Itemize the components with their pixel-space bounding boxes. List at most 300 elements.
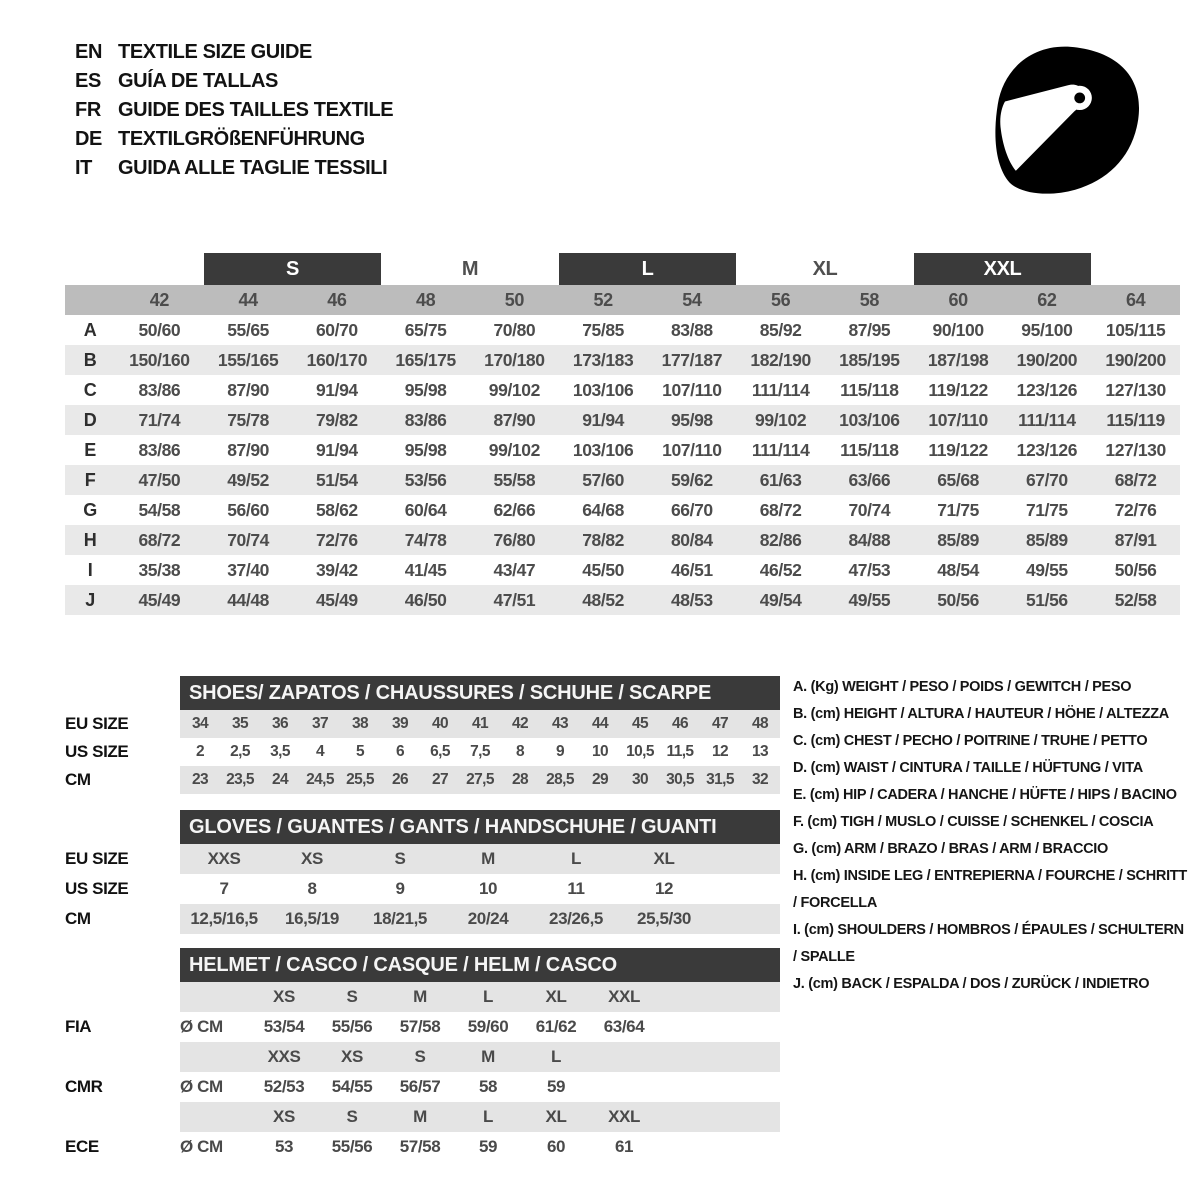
value-cell: 61 [614, 1137, 634, 1156]
value-cell: 46/50 [404, 589, 447, 610]
value-cell: 55/56 [331, 1137, 373, 1156]
size-number-cell: 44 [238, 289, 258, 310]
guide-title: TEXTILE SIZE GUIDE [118, 41, 312, 63]
value-cell: 165/175 [395, 349, 456, 370]
value-cell: 39 [391, 715, 409, 732]
value-cell: 58/62 [315, 499, 358, 520]
value-cell: 71/74 [138, 409, 181, 430]
measurement-letter: B [83, 349, 97, 370]
table-row-D [65, 405, 1180, 435]
table-row-J [65, 585, 1180, 615]
value-cell: 111/114 [1018, 409, 1076, 430]
table-row-G [65, 495, 1180, 525]
value-cell: 45/49 [138, 589, 181, 610]
language-code: EN [75, 41, 102, 63]
unit-cell: Ø CM [180, 1077, 223, 1096]
measurement-letter: I [87, 559, 93, 580]
value-cell: 31,5 [706, 771, 734, 788]
size-labels [180, 1042, 780, 1072]
unit-cell: Ø CM [180, 1137, 223, 1156]
value-cell: 72/76 [1114, 499, 1157, 520]
value-cell: 41 [471, 715, 489, 732]
value-cell: 55/65 [227, 319, 270, 340]
guide-title: GUIDE DES TAILLES TEXTILE [118, 99, 394, 121]
value-cell: 87/90 [227, 379, 270, 400]
size-cell: S [346, 1107, 358, 1126]
size-number-cell: 42 [149, 289, 169, 310]
section-title-bar [180, 676, 780, 710]
measurement-letter: A [83, 319, 97, 340]
value-cell: 48/52 [582, 589, 625, 610]
value-cell: 43 [551, 715, 569, 732]
value-cell: 190/200 [1105, 349, 1166, 370]
value-cell: 95/98 [404, 379, 447, 400]
value-cell: 6 [395, 743, 405, 760]
value-cell: 51/56 [1025, 589, 1068, 610]
row-label: EU SIZE [65, 714, 129, 733]
measurement-letter: C [83, 379, 97, 400]
table-row [65, 766, 780, 794]
value-cell: 70/74 [848, 499, 891, 520]
value-cell: 2,5 [230, 743, 250, 760]
value-cell: 8 [307, 879, 317, 898]
value-cell: 45/49 [315, 589, 358, 610]
measurement-rows [65, 315, 1180, 615]
standard-values [180, 1012, 780, 1042]
value-cell: 59/60 [467, 1017, 509, 1036]
value-cell: 47/51 [493, 589, 536, 610]
value-cell: 48/54 [937, 559, 980, 580]
row-label: CM [65, 909, 91, 928]
size-number-cell: 60 [948, 289, 968, 310]
legend-item: F. (cm) TIGH / MUSLO / CUISSE / SCHENKEL / COSCIA [793, 814, 1154, 830]
value-cell: XS [301, 849, 323, 868]
value-cell: 59 [478, 1137, 498, 1156]
value-cell: 24,5 [306, 771, 334, 788]
table-row [65, 738, 780, 766]
value-cell: 190/200 [1016, 349, 1078, 370]
value-cell: 24 [271, 771, 289, 788]
value-cell: 182/190 [750, 349, 811, 370]
size-number-cell: 48 [416, 289, 436, 310]
value-cell: 7,5 [470, 743, 490, 760]
value-cell: 32 [751, 771, 769, 788]
value-cell: 95/98 [404, 439, 447, 460]
size-number-cell: 56 [771, 289, 791, 310]
value-cell: 46/51 [670, 559, 713, 580]
measurement-letter: E [84, 439, 96, 460]
helmet-values-row-fia [65, 1012, 780, 1042]
standard-label: CMR [65, 1077, 103, 1096]
legend-item: A. (Kg) WEIGHT / PESO / POIDS / GEWITCH / PESO [793, 679, 1132, 695]
value-cell: 103/106 [839, 409, 900, 430]
row-values [180, 710, 780, 738]
value-cell: 9 [395, 879, 405, 898]
value-cell: 49/54 [759, 589, 802, 610]
value-cell: 26 [391, 771, 409, 788]
size-cell: XS [341, 1047, 363, 1066]
size-number-cell: 50 [504, 289, 524, 310]
size-cell: M [481, 1047, 495, 1066]
value-cell: 46/52 [759, 559, 802, 580]
value-cell: 4 [315, 743, 325, 760]
value-cell: 47 [711, 715, 729, 732]
value-cell: 42 [511, 715, 529, 732]
measurement-letter: D [83, 409, 97, 430]
value-cell: 70/80 [493, 319, 536, 340]
value-cell: 23/26,5 [549, 909, 603, 928]
value-cell: 12 [654, 879, 674, 898]
size-number-cell: 58 [859, 289, 879, 310]
measurement-letter: H [83, 529, 97, 550]
value-cell: 99/102 [488, 379, 540, 400]
size-group-xxl: XXL [914, 253, 1092, 285]
value-cell: 35/38 [138, 559, 181, 580]
legend-item: J. (cm) BACK / ESPALDA / DOS / ZURÜCK / INDIETRO [793, 976, 1150, 992]
value-cell: 63/66 [848, 469, 891, 490]
value-cell: 61/63 [759, 469, 802, 490]
value-cell: 70/74 [227, 529, 270, 550]
guide-title: GUIDA ALLE TAGLIE TESSILI [118, 157, 388, 179]
value-cell: 54/58 [138, 499, 181, 520]
value-cell: 37 [311, 715, 329, 732]
table-row [65, 710, 780, 738]
size-cell: S [346, 987, 358, 1006]
value-cell: 187/198 [927, 349, 989, 370]
value-cell: 10,5 [626, 743, 654, 760]
language-row [75, 38, 393, 67]
value-cell: 66/70 [670, 499, 713, 520]
value-cell: 53 [274, 1137, 294, 1156]
value-cell: 83/88 [670, 319, 713, 340]
value-cell: 107/110 [662, 379, 722, 400]
measurement-letter: G [83, 499, 97, 520]
language-code: ES [75, 70, 101, 92]
size-group-s: S [204, 253, 382, 285]
value-cell: 37/40 [227, 559, 270, 580]
value-cell: 115/118 [840, 439, 899, 460]
value-cell: 6,5 [430, 743, 450, 760]
value-cell: 54/55 [331, 1077, 373, 1096]
value-cell: 49/55 [1025, 559, 1068, 580]
value-cell: 82/86 [759, 529, 802, 550]
row-values [180, 738, 780, 766]
value-cell: 72/76 [315, 529, 358, 550]
value-cell: 90/100 [932, 319, 984, 340]
value-cell: 68/72 [138, 529, 181, 550]
value-cell: 63/64 [603, 1017, 645, 1036]
value-cell: 45/50 [582, 559, 625, 580]
section-title-bar [180, 810, 780, 844]
value-cell: 87/91 [1114, 529, 1157, 550]
language-row [75, 67, 393, 96]
helmet-sizes-row-ece [65, 1102, 780, 1132]
value-cell: 36 [271, 715, 289, 732]
value-cell: 59/62 [670, 469, 713, 490]
value-cell: S [394, 849, 406, 868]
value-cell: 91/94 [582, 409, 625, 430]
value-cell: 56/57 [399, 1077, 441, 1096]
value-cell: 43/47 [493, 559, 536, 580]
value-cell: 3,5 [270, 743, 290, 760]
value-cell: 150/160 [129, 349, 190, 370]
value-cell: 41/45 [404, 559, 447, 580]
measurement-letter: F [84, 469, 96, 490]
size-labels [180, 1102, 780, 1132]
value-cell: 34 [191, 715, 209, 732]
value-cell: 55/58 [493, 469, 536, 490]
value-cell: 11,5 [666, 743, 694, 760]
size-cell: XL [545, 1107, 567, 1126]
value-cell: 95/98 [670, 409, 713, 430]
value-cell: 115/118 [840, 379, 899, 400]
value-cell: 78/82 [582, 529, 625, 550]
table-row-E [65, 435, 1180, 465]
value-cell: 48 [751, 715, 769, 732]
value-cell: 170/180 [484, 349, 545, 370]
measurement-letter: J [85, 589, 95, 610]
value-cell: 127/130 [1105, 439, 1166, 460]
value-cell: 177/187 [661, 349, 723, 370]
value-cell: 61/62 [535, 1017, 577, 1036]
section-title: HELMET / CASCO / CASQUE / HELM / CASCO [189, 953, 617, 976]
size-group-l: L [559, 253, 737, 285]
value-cell: 119/122 [928, 379, 988, 400]
value-cell: 173/183 [572, 349, 634, 370]
guide-title: GUÍA DE TALLAS [118, 70, 278, 92]
size-number-cell: 46 [327, 289, 347, 310]
value-cell: 45 [631, 715, 649, 732]
table-row-C [65, 375, 1180, 405]
row-label: US SIZE [65, 879, 129, 898]
value-cell: 57/60 [582, 469, 625, 490]
value-cell: 29 [591, 771, 609, 788]
table-row-F [65, 465, 1180, 495]
value-cell: 12,5/16,5 [190, 909, 258, 928]
value-cell: 85/92 [759, 319, 802, 340]
value-cell: 38 [351, 715, 369, 732]
helmet-values-row-ece [65, 1132, 780, 1162]
value-cell: 115/119 [1106, 409, 1165, 430]
language-row [75, 96, 393, 125]
measurement-legend [793, 674, 1191, 998]
legend-item: C. (cm) CHEST / PECHO / POITRINE / TRUHE / PETTO [793, 733, 1148, 749]
standard-values [180, 1072, 780, 1102]
legend-item: I. (cm) SHOULDERS / HOMBROS / ÉPAULES / SCHULTERN / SPALLE [793, 922, 1184, 965]
language-row [75, 125, 393, 154]
helmet-values-row-cmr [65, 1072, 780, 1102]
table-row [65, 844, 780, 874]
row-label: US SIZE [65, 742, 129, 761]
value-cell: 84/88 [848, 529, 891, 550]
value-cell: 127/130 [1105, 379, 1166, 400]
value-cell: 95/100 [1021, 319, 1073, 340]
size-cell: M [413, 1107, 427, 1126]
value-cell: 28 [511, 771, 529, 788]
value-cell: 27 [431, 771, 449, 788]
value-cell: 123/126 [1016, 379, 1078, 400]
unit-cell: Ø CM [180, 1017, 223, 1036]
value-cell: 87/95 [848, 319, 891, 340]
table-row [65, 874, 780, 904]
value-cell: 71/75 [1025, 499, 1068, 520]
size-cell: XXL [608, 1107, 640, 1126]
value-cell: 185/195 [839, 349, 900, 370]
value-cell: 28,5 [546, 771, 574, 788]
helmet-sizes-row-cmr [65, 1042, 780, 1072]
size-cell: L [551, 1047, 561, 1066]
value-cell: 10 [591, 743, 609, 760]
value-cell: 50/56 [937, 589, 980, 610]
size-cell: M [413, 987, 427, 1006]
value-cell: XXS [207, 849, 241, 868]
value-cell: 103/106 [572, 379, 634, 400]
value-cell: 99/102 [755, 409, 807, 430]
value-cell: 155/165 [217, 349, 279, 370]
legend-item: H. (cm) INSIDE LEG / ENTREPIERNA / FOURCHE / SCHRITT / FORCELLA [793, 868, 1187, 911]
value-cell: 30 [631, 771, 649, 788]
value-cell: 50/56 [1114, 559, 1157, 580]
row-label: CM [65, 770, 91, 789]
textile-size-table [65, 253, 1180, 615]
value-cell: 111/114 [751, 379, 810, 400]
value-cell: 50/60 [138, 319, 181, 340]
value-cell: 75/85 [582, 319, 625, 340]
value-cell: 53/56 [404, 469, 447, 490]
value-cell: 2 [195, 743, 205, 760]
row-label: EU SIZE [65, 849, 129, 868]
size-number-cell: 64 [1126, 289, 1146, 310]
size-group-m: M [461, 257, 479, 280]
value-cell: 39/42 [315, 559, 358, 580]
row-values [180, 904, 780, 934]
value-cell: 49/55 [848, 589, 891, 610]
value-cell: 68/72 [759, 499, 802, 520]
standard-values [180, 1132, 780, 1162]
size-number-cell: 62 [1037, 289, 1057, 310]
size-cell: XXL [608, 987, 640, 1006]
value-cell: 79/82 [315, 409, 358, 430]
value-cell: 75/78 [227, 409, 270, 430]
value-cell: 107/110 [662, 439, 722, 460]
value-cell: 83/86 [138, 439, 181, 460]
value-cell: 123/126 [1016, 439, 1078, 460]
value-cell: 107/110 [928, 409, 988, 430]
table-row-I [65, 555, 1180, 585]
language-title-list [75, 38, 393, 183]
value-cell: 13 [751, 743, 769, 760]
size-cell: XXS [267, 1047, 301, 1066]
value-cell: 30,5 [666, 771, 694, 788]
size-number-cell: 54 [682, 289, 702, 310]
value-cell: 87/90 [227, 439, 270, 460]
value-cell: 44 [591, 715, 609, 732]
value-cell: 40 [431, 715, 449, 732]
value-cell: 60/70 [315, 319, 358, 340]
helmet-sizes-row-fia [65, 982, 780, 1012]
value-cell: 80/84 [670, 529, 713, 550]
value-cell: 23 [191, 771, 209, 788]
size-group-xl: XL [812, 257, 838, 280]
value-cell: 20/24 [467, 909, 509, 928]
size-cell: L [483, 987, 493, 1006]
language-code: DE [75, 128, 102, 150]
value-cell: 49/52 [227, 469, 270, 490]
row-values [180, 874, 780, 904]
value-cell: 53/54 [263, 1017, 305, 1036]
size-cell: XS [273, 987, 295, 1006]
value-cell: 91/94 [315, 379, 358, 400]
value-cell: 5 [355, 743, 365, 760]
guide-title: TEXTILGRÖßENFÜHRUNG [118, 128, 365, 150]
value-cell: 99/102 [488, 439, 540, 460]
value-cell: 55/56 [331, 1017, 373, 1036]
value-cell: 52/58 [1114, 589, 1157, 610]
value-cell: 68/72 [1114, 469, 1157, 490]
value-cell: 58 [478, 1077, 498, 1096]
value-cell: 11 [567, 879, 585, 898]
value-cell: 67/70 [1025, 469, 1068, 490]
value-cell: 85/89 [1025, 529, 1068, 550]
value-cell: 56/60 [227, 499, 270, 520]
value-cell: 52/53 [263, 1077, 305, 1096]
table-row-H [65, 525, 1180, 555]
row-label [65, 1042, 180, 1072]
value-cell: L [571, 849, 581, 868]
shoes-size-section [65, 676, 780, 794]
row-label [65, 1102, 180, 1132]
value-cell: 8 [515, 743, 525, 760]
value-cell: 16,5/19 [285, 909, 339, 928]
size-cell: XL [545, 987, 567, 1006]
value-cell: 18/21,5 [373, 909, 427, 928]
legend-item: E. (cm) HIP / CADERA / HANCHE / HÜFTE / HIPS / BACINO [793, 787, 1177, 803]
size-labels [180, 982, 780, 1012]
value-cell: 9 [555, 743, 565, 760]
value-cell: 105/115 [1105, 319, 1166, 340]
value-cell: 65/68 [937, 469, 980, 490]
helmet-size-section [65, 948, 780, 1162]
section-title: SHOES/ ZAPATOS / CHAUSSURES / SCHUHE / SCARPE [189, 681, 712, 704]
value-cell: 7 [219, 879, 229, 898]
legend-item: D. (cm) WAIST / CINTURA / TAILLE / HÜFTUNG / VITA [793, 760, 1143, 776]
language-code: IT [75, 157, 92, 179]
section-title-bar [180, 948, 780, 982]
racing-helmet-icon [978, 34, 1158, 214]
value-cell: 62/66 [493, 499, 536, 520]
section-title: GLOVES / GUANTES / GANTS / HANDSCHUHE / GUANTI [189, 815, 717, 838]
value-cell: 12 [711, 743, 729, 760]
value-cell: M [481, 849, 495, 868]
value-cell: 83/86 [404, 409, 447, 430]
value-cell: 46 [671, 715, 689, 732]
legend-item: B. (cm) HEIGHT / ALTURA / HAUTEUR / HÖHE / ALTEZZA [793, 706, 1169, 722]
table-row [65, 904, 780, 934]
standard-label: FIA [65, 1017, 92, 1036]
value-cell: 57/58 [399, 1017, 441, 1036]
value-cell: 91/94 [315, 439, 358, 460]
gloves-size-section [65, 810, 780, 934]
table-row-B [65, 345, 1180, 375]
value-cell: 27,5 [466, 771, 494, 788]
value-cell: 76/80 [493, 529, 536, 550]
value-cell: 60 [546, 1137, 566, 1156]
size-cell: XS [273, 1107, 295, 1126]
value-cell: XL [653, 849, 675, 868]
size-number-cell: 52 [593, 289, 613, 310]
value-cell: 65/75 [404, 319, 447, 340]
value-cell: 74/78 [404, 529, 447, 550]
